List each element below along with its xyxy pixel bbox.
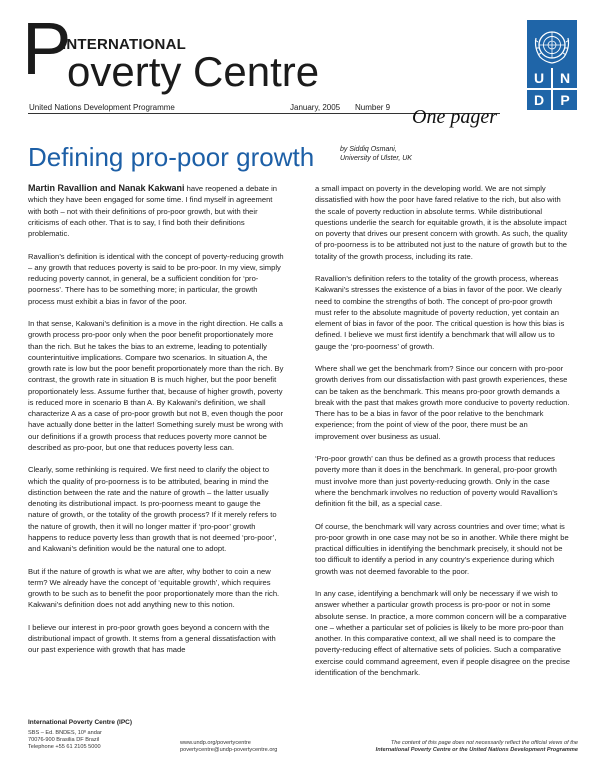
paragraph: a small impact on poverty in the developing world. We are not simply dissatisfied with how the poor have fared relative to the rich, but also with the scale of poverty reduction in absolute terms. While distributional questions underlie the search for equitable growth, it is the absolute impact on poverty that drives our present concern with growth. As such, the quality of pro-poorness is to be attributed not just to the nature of growth but to the totality of the growth process, including its rate. [315, 184, 568, 261]
undp-divider-h [527, 88, 577, 90]
footer-address-1: SBS – Ed. BNDES, 10º andar [28, 730, 102, 736]
footer-address [28, 730, 102, 752]
paragraph: But if the nature of growth is what we are after, why bother to coin a new term? We already have the concept of ‘equitable growth’, which requires growth to be such as to benefit the poor proportionately more than the rich. Kakwani’s definition does not add anything new to this notion. [28, 566, 280, 610]
paragraph: I believe our interest in pro-poor growth goes beyond a concern with the distributional impact of growth. It stems from a general dissatisfaction with our past experience with growth that has made [28, 622, 276, 655]
footer-email-link[interactable]: povertycentre@undp-povertycentre.org [180, 747, 278, 754]
footer-address-2: 70076-900 Brasilia DF Brazil [28, 737, 100, 744]
footer-telephone: Telephone +55 61 2105 5000 [28, 744, 101, 751]
un-emblem-icon [531, 24, 573, 66]
paragraph: Ravallion’s definition is identical with the concept of poverty-reducing growth – any growth that reduces poverty is said to be pro-poor. In my view, simply reducing poverty cannot, in general, be a sufficient condition for ‘pro-poorness’. There has to be something more; in particular, the growth process must exhibit a bias in favor of the poor. [28, 251, 284, 306]
footer-disclaimer-2: International Poverty Centre or the United Nations Development Programme [375, 747, 578, 754]
byline [340, 145, 412, 163]
undp-letter-p: P [553, 90, 577, 110]
page-title: Defining pro-poor growth [28, 142, 315, 172]
logo-poverty-centre: overty Centre [67, 48, 320, 95]
paragraph: Ravallion’s definition refers to the totality of the growth process, whereas Kakwani’s stresses the existence of a bias in favor of the poor. We clearly need to combine the strengths of both. The concept of pro-poor growth must refer to the absolute magnitude of poverty reduction, yet contain an element of bias in favor of the poor. The critical question is how this bias is defined. I believe we must first identify a benchmark that will allow us to gauge the ‘pro-poorness’ of growth. [315, 274, 565, 351]
paragraph-text: have reopened a debate in which they have been engaged for some time. I find myself in agreement with both – not with their definitions of pro-poor growth, but with their criticisms of each other. That is to say, I find both their definitions problematic. [28, 184, 278, 238]
footer-org: International Poverty Centre (IPC) [28, 719, 133, 726]
footer-contact [180, 740, 277, 754]
undp-letter-n: N [553, 68, 577, 88]
byline-affiliation: University of Ulster, UK [340, 155, 412, 162]
paragraph: In that sense, Kakwani’s definition is a move in the right direction. He calls a growth process pro-poor only when the poor benefit proportionately more than the rich. But he takes the bias to an extreme, leading to potentially counterintuitive implications. Compare two scenarios. In situation A, the growth rate is low but the poor benefit proportionately more than the rich. By contrast, the growth rate in situation B is much higher, but the poor benefit proportionately less. Assume further that, because of higher growth, poverty is reduced more in scenario B than A. By Kakwani’s definition, we shall characterize A as a case of pro-poor growth but not B, even though the poor have actually done better in the latter! Something surely must be wrong with our definitions if a growth process that reduces poverty more cannot be described as pro-poor, but one that reduces poverty less can. [28, 319, 284, 452]
right-column [315, 183, 571, 689]
logo-letter-p: P [22, 7, 72, 90]
footer-disclaimer [360, 740, 578, 754]
undp-letter-u: U [527, 68, 551, 88]
undp-letter-d: D [527, 90, 551, 110]
series-label: One pager [412, 106, 497, 128]
issue-date: January, 2005 [290, 103, 341, 112]
paragraph: Of course, the benchmark will vary across countries and over time; what is pro-poor growth in one case may not be so in another. While there might be practical difficulties in identifying the benchmark precisely, it should not be too difficult to identify a period in any country’s experience during which growth was not deemed favorable to the poor. [315, 521, 569, 576]
logo-international: INTERNATIONAL [62, 36, 186, 53]
paragraph: Clearly, some rethinking is required. We first need to clarify the object to which the quality of pro-poorness is to be attributed, bearing in mind the distinction between the rate and the nature of growth – the latter usually denoting its distributional impact. Is pro-poorness meant to gauge the nature of growth, or the totality of the growth process? If it merely refers to the nature of growth, then it will no longer matter if ‘pro-poor’ growth happens to reduce poverty less than growth that is not deemed ‘pro-poor’, and Kakwani’s definition would be the natural one to adopt. [28, 465, 277, 553]
paragraph: Where shall we get the benchmark from? Since our concern with pro-poor growth derives from our dissatisfaction with past growth experiences, these can be taken as the benchmark. This means pro-poor growth demands a break with the past that makes growth more conducive to poverty reduction. There has to be a bias in favor of the poor relative to the benchmark experience; from the point of view of the poor, there must be an improvement over business as usual. [315, 364, 570, 441]
programme-name: United Nations Development Programme [29, 103, 175, 112]
issue-number: Number 9 [355, 103, 391, 112]
byline-author: by Siddiq Osmani, [340, 146, 397, 153]
footer-disclaimer-1: The content of this page does not necessarily reflect the official views of the [390, 740, 578, 746]
lead-names: Martin Ravallion and Nanak Kakwani [28, 183, 185, 193]
paragraph [28, 183, 284, 239]
footer-web-link[interactable]: www.undp.org/povertycentre [180, 740, 251, 746]
left-column [28, 183, 284, 667]
paragraph: In any case, identifying a benchmark will only be necessary if we wish to answer whether a particular growth process is pro-poor or not in some absolute sense. In practice, a more common concern will be a comparative one – whether a particular set of policies is likely to be more pro-poor than another. In this comparative context, all we shall need is to compare the poverty-reducing effect of alternative sets of policies. Such a comparative exercise could command agreement, even if people disagree on the precise identification of the benchmark. [315, 589, 570, 677]
paragraph: ‘Pro-poor growth’ can thus be defined as a growth process that reduces poverty more than it does in the benchmark. In general, pro-poor growth must involve more than just poverty-reducing growth. Only in the case where the benchmark involves no reduction of poverty would Ravallion’s definition fit the bill, as a special case. [315, 454, 558, 508]
